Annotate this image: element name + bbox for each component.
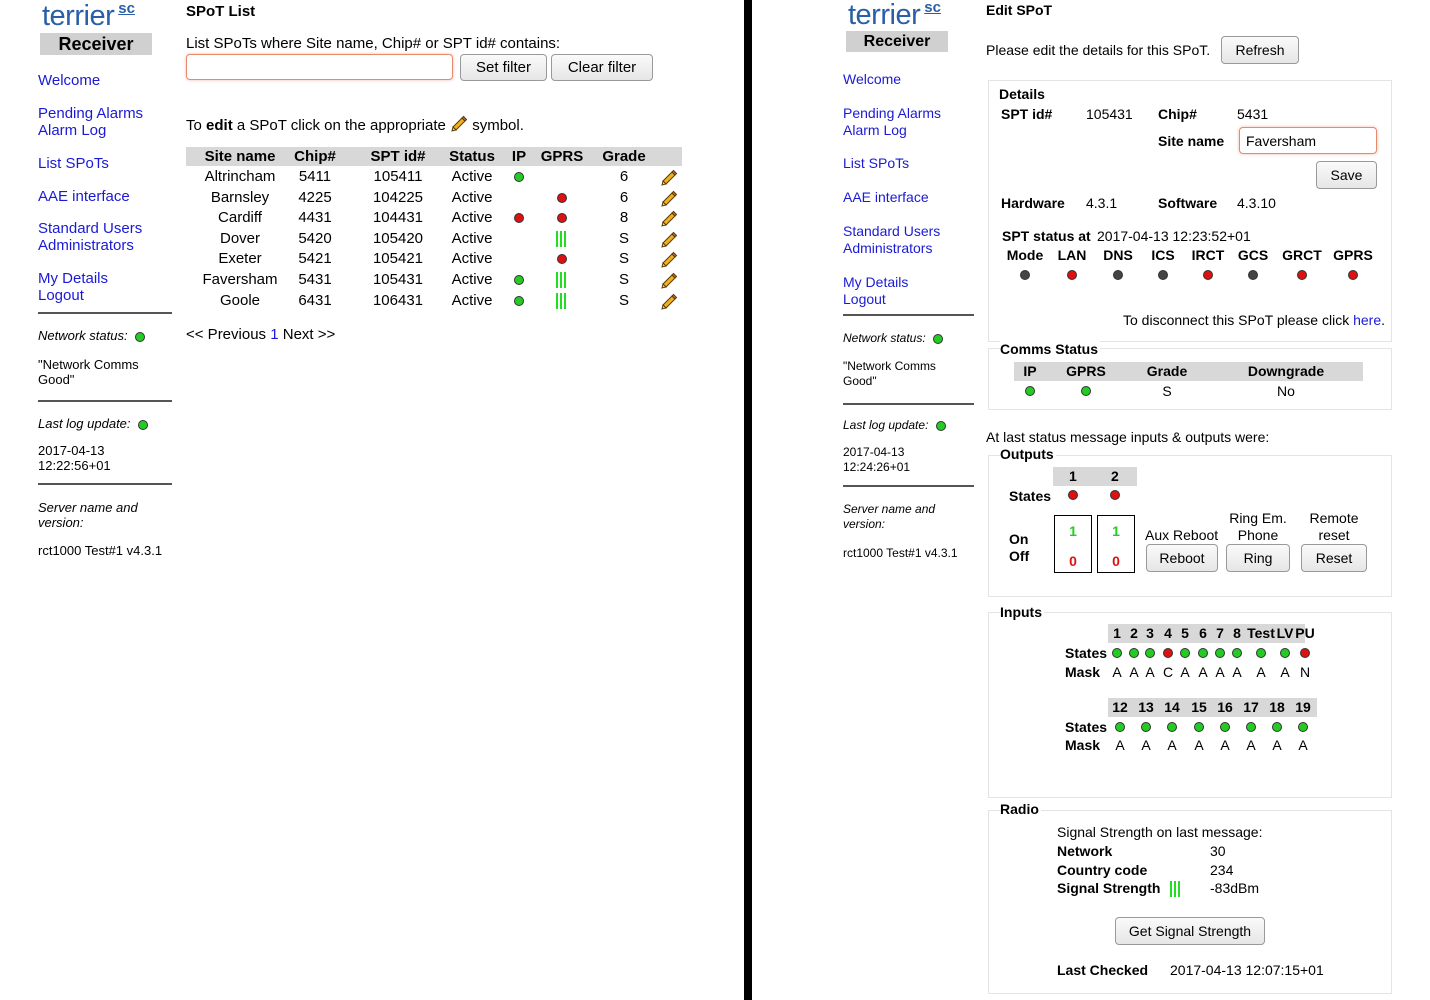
comms-col-gprs: GPRS: [1066, 363, 1106, 379]
nav-logout[interactable]: Logout: [38, 287, 84, 304]
comms-downgrade-value: No: [1277, 383, 1295, 399]
chip-label: Chip#: [1158, 106, 1197, 122]
gprs-signal-bars-icon: [556, 293, 568, 309]
cell-spt: 105431: [372, 271, 424, 288]
status-dot-grct: [1297, 270, 1307, 280]
cell-status: Active: [451, 229, 493, 247]
status-col-irct: IRCT: [1191, 247, 1225, 263]
input-state-dot: [1167, 722, 1177, 732]
input-state-dot: [1215, 648, 1225, 658]
edit-pencil-icon[interactable]: [660, 230, 678, 248]
comms-col-downgrade: Downgrade: [1247, 363, 1325, 379]
input-mask: N: [1299, 664, 1311, 680]
edit-pencil-icon[interactable]: [660, 168, 678, 186]
inputs-states-label-2: States: [1065, 719, 1108, 735]
hardware-value: 4.3.1: [1086, 195, 1118, 211]
input-mask: A: [1215, 664, 1225, 680]
nav-aae-interface[interactable]: AAE interface: [38, 188, 130, 205]
cell-spt: 104225: [372, 188, 424, 206]
column-header: Status: [449, 148, 495, 165]
server-value: rct1000 Test#1 v4.3.1: [843, 546, 958, 560]
page-title: Edit SPoT: [986, 2, 1053, 18]
network-comms-text: "Network Comms Good": [843, 359, 936, 388]
status-col-ics: ICS: [1151, 247, 1175, 263]
disconnect-link[interactable]: here: [1353, 312, 1382, 328]
spt-id-value: 105431: [1086, 106, 1133, 122]
input-mask: A: [1246, 737, 1256, 753]
cell-chip: 5411: [298, 168, 332, 185]
radio-title: Radio: [1000, 801, 1039, 817]
cell-grade: S: [618, 291, 629, 309]
sidebar-divider: [843, 403, 974, 405]
sidebar-divider: [38, 312, 172, 314]
nav-welcome[interactable]: Welcome: [38, 72, 101, 89]
signal-strength-label: Signal Strength: [1057, 880, 1161, 896]
network-status-dot: [933, 334, 943, 344]
pencil-icon: [450, 114, 468, 132]
cell-spt: 106431: [372, 291, 424, 309]
sidebar-divider: [38, 483, 172, 485]
status-dot-irct: [1203, 270, 1213, 280]
inputs-mask-label-2: Mask: [1065, 737, 1101, 753]
outputs-col-1: 1: [1069, 468, 1077, 484]
edit-hint-pre: To: [186, 117, 202, 134]
nav-administrators[interactable]: Administrators: [38, 237, 134, 254]
cell-spt: 104431: [372, 209, 424, 227]
cell-grade: 6: [619, 168, 629, 185]
off-label: Off: [1009, 548, 1030, 564]
input-col: 7: [1216, 625, 1224, 641]
status-col-dns: DNS: [1103, 247, 1133, 263]
output-2-state-dot: [1110, 490, 1120, 500]
column-header: Site name: [204, 148, 276, 165]
nav-logout[interactable]: Logout: [843, 291, 886, 307]
input-col: 2: [1130, 625, 1138, 641]
cell-site: Dover: [219, 229, 260, 247]
screen-divider: [744, 0, 752, 1000]
country-code-value: 234: [1210, 862, 1234, 878]
input-state-dot: [1112, 648, 1122, 658]
remote-reset-label: Remote reset: [1309, 510, 1359, 543]
input-mask: A: [1272, 737, 1282, 753]
input-col: 15: [1191, 699, 1207, 715]
output-1-state-dot: [1068, 490, 1078, 500]
input-mask: A: [1280, 664, 1290, 680]
comms-col-grade: Grade: [1146, 363, 1188, 379]
input-mask: A: [1232, 664, 1242, 680]
comms-grade-value: S: [1162, 383, 1172, 399]
input-state-dot: [1180, 648, 1190, 658]
logo-wordmark: terrier: [42, 0, 115, 32]
input-col: 6: [1199, 625, 1207, 641]
cell-chip: 5420: [298, 229, 332, 247]
gprs-signal-bars-icon: [556, 231, 568, 247]
nav-my-details[interactable]: My Details: [38, 270, 109, 287]
hardware-label: Hardware: [1001, 195, 1065, 211]
column-header: SPT id#: [370, 148, 426, 165]
input-col: 12: [1112, 699, 1128, 715]
input-mask: A: [1298, 737, 1308, 753]
get-signal-strength-button[interactable]: Get Signal Strength: [1115, 917, 1265, 945]
cell-spt: 105420: [372, 229, 424, 247]
status-col-mode: Mode: [1006, 247, 1044, 263]
ring-em-phone-label: Ring Em. Phone: [1229, 510, 1287, 543]
last-log-date: 2017-04-13: [38, 443, 105, 458]
last-log-dot: [138, 420, 148, 430]
edit-pencil-icon[interactable]: [660, 292, 678, 310]
nav-alarm-log[interactable]: Alarm Log: [38, 122, 107, 139]
cell-site: Goole: [219, 291, 261, 309]
output-1-toggle[interactable]: [1054, 515, 1092, 573]
inputs-mask-label-1: Mask: [1065, 664, 1101, 680]
input-col: 8: [1233, 625, 1241, 641]
input-col: LV: [1276, 625, 1294, 641]
status-dot-gcs: [1248, 270, 1258, 280]
nav-standard-users[interactable]: Standard Users: [38, 220, 143, 237]
input-col: 5: [1181, 625, 1189, 641]
column-header: GPRS: [540, 148, 584, 165]
output-1-on: 1: [1069, 523, 1077, 539]
input-col: 16: [1217, 699, 1233, 715]
comms-col-ip: IP: [1023, 363, 1037, 379]
edit-pencil-icon[interactable]: [660, 189, 678, 207]
cell-status: Active: [451, 188, 493, 206]
input-mask: A: [1198, 664, 1208, 680]
input-col: 4: [1164, 625, 1172, 641]
pager-prev[interactable]: << Previous: [186, 326, 267, 343]
disconnect-text: To disconnect this SPoT please click here.: [1123, 312, 1385, 328]
cell-status: Active: [451, 209, 493, 227]
edit-pencil-icon[interactable]: [660, 209, 678, 227]
nav-administrators[interactable]: Administrators: [843, 240, 933, 256]
refresh-button[interactable]: Refresh: [1221, 36, 1299, 64]
input-state-dot: [1232, 648, 1242, 658]
cell-status: Active: [451, 291, 493, 309]
cell-spt: 105421: [372, 250, 424, 268]
ip-status-dot: [514, 275, 524, 285]
save-button[interactable]: Save: [1316, 161, 1377, 189]
logo: [42, 0, 135, 33]
input-state-dot: [1198, 648, 1208, 658]
output-2-on: 1: [1112, 523, 1120, 539]
column-header: Grade: [602, 148, 646, 165]
comms-gprs-dot: [1081, 386, 1091, 396]
nav-pending-alarms[interactable]: Pending Alarms: [38, 105, 144, 122]
input-col: 17: [1243, 699, 1259, 715]
software-value: 4.3.10: [1237, 195, 1276, 211]
details-title: Details: [999, 86, 1045, 102]
outputs-header: [1053, 467, 1137, 486]
nav-welcome[interactable]: Welcome: [843, 71, 902, 87]
network-status-label: Network status:: [843, 331, 926, 345]
status-dot-mode: [1020, 270, 1030, 280]
input-mask: A: [1141, 737, 1151, 753]
gprs-signal-bars-icon: [556, 272, 568, 288]
nav-standard-users[interactable]: Standard Users: [843, 223, 941, 239]
cell-status: Active: [451, 271, 493, 288]
cell-grade: 8: [619, 209, 629, 227]
edit-hint-post: symbol.: [472, 117, 524, 134]
input-mask: A: [1220, 737, 1230, 753]
input-state-dot: [1129, 648, 1139, 658]
input-mask: A: [1180, 664, 1190, 680]
nav-my-details[interactable]: My Details: [843, 274, 909, 290]
signal-bars-icon: [1170, 881, 1182, 897]
edit-pencil-icon[interactable]: [660, 250, 678, 268]
pager: [186, 326, 335, 343]
input-state-dot: [1280, 648, 1290, 658]
signal-strength-value: -83dBm: [1210, 880, 1260, 896]
pager-next[interactable]: Next >>: [282, 326, 336, 343]
input-col: 14: [1164, 699, 1180, 715]
input-state-dot: [1141, 722, 1151, 732]
signal-intro: Signal Strength on last message:: [1057, 824, 1263, 840]
pager-page-1[interactable]: 1: [270, 326, 279, 343]
input-col: 19: [1295, 699, 1311, 715]
cell-site: Cardiff: [218, 209, 262, 227]
server-value: rct1000 Test#1 v4.3.1: [38, 543, 163, 558]
receiver-bar: Receiver: [846, 31, 948, 52]
last-checked-label: Last Checked: [1057, 962, 1149, 978]
status-col-grct: GRCT: [1282, 247, 1322, 263]
status-at-label: SPT status at: [1002, 228, 1091, 244]
column-header: IP: [511, 148, 527, 165]
input-state-dot: [1163, 648, 1173, 658]
logo: [848, 0, 941, 32]
cell-chip: 5431: [298, 271, 332, 288]
comms-title: Comms Status: [1000, 341, 1099, 357]
spt-id-label: SPT id#: [1001, 106, 1053, 122]
comms-ip-dot: [1025, 386, 1035, 396]
last-log-label: Last log update:: [843, 418, 929, 432]
input-state-dot: [1194, 722, 1204, 732]
last-log-label: Last log update:: [38, 416, 131, 431]
outputs-title: Outputs: [1000, 446, 1054, 462]
gprs-status-dot: [557, 193, 567, 203]
logo-badge: sc: [118, 0, 135, 17]
ip-status-dot: [514, 296, 524, 306]
input-mask: A: [1194, 737, 1204, 753]
input-mask: A: [1145, 664, 1155, 680]
input-state-dot: [1298, 722, 1308, 732]
network-status: [843, 331, 943, 345]
reboot-button[interactable]: Reboot: [1146, 544, 1218, 572]
cell-grade: S: [618, 271, 629, 288]
input-mask: A: [1167, 737, 1177, 753]
cell-site: Barnsley: [210, 188, 270, 206]
network-label: Network: [1057, 843, 1113, 859]
cell-grade: S: [618, 250, 629, 268]
software-label: Software: [1158, 195, 1218, 211]
cell-status: Active: [451, 250, 493, 268]
input-state-dot: [1256, 648, 1266, 658]
sidebar-divider: [843, 485, 974, 487]
logo-badge: sc: [924, 0, 941, 16]
edit-spot-screen: [752, 0, 1430, 1000]
input-mask: A: [1129, 664, 1139, 680]
network-status-label: Network status:: [38, 328, 128, 343]
edit-hint: [186, 114, 524, 134]
network-comms-text: "Network Comms Good": [38, 357, 139, 387]
io-intro: At last status message inputs & outputs were:: [986, 429, 1270, 445]
cell-grade: S: [618, 229, 629, 247]
column-header: Chip#: [294, 148, 336, 165]
on-label: On: [1009, 531, 1029, 547]
input-col: 1: [1113, 625, 1121, 641]
status-col-gcs: GCS: [1237, 247, 1269, 263]
cell-site: Faversham: [202, 271, 278, 288]
status-dot-gprs: [1348, 270, 1358, 280]
input-state-dot: [1272, 722, 1282, 732]
last-log-update: [38, 416, 148, 431]
site-name-label: Site name: [1158, 133, 1225, 149]
filter-input[interactable]: [186, 54, 453, 80]
network-value: 30: [1210, 843, 1226, 859]
last-log-dot: [936, 421, 946, 431]
cell-grade: 6: [619, 188, 629, 206]
last-log-time: 12:22:56+01: [38, 458, 111, 473]
cell-status: Active: [451, 168, 493, 185]
network-status: [38, 328, 145, 343]
clear-filter-button[interactable]: Clear filter: [551, 54, 653, 81]
network-status-dot: [135, 332, 145, 342]
filter-label: List SPoTs where Site name, Chip# or SPT id# contains:: [186, 35, 561, 52]
sidebar-divider: [843, 314, 974, 316]
input-state-dot: [1220, 722, 1230, 732]
reset-button[interactable]: Reset: [1301, 544, 1367, 572]
last-log-update: [843, 418, 946, 432]
chip-value: 5431: [1237, 106, 1269, 122]
edit-intro: Please edit the details for this SPoT.: [986, 42, 1211, 58]
edit-hint-bold: edit: [206, 117, 233, 134]
input-state-dot: [1246, 722, 1256, 732]
input-state-dot: [1300, 648, 1310, 658]
nav-pending-alarms[interactable]: Pending Alarms: [843, 105, 942, 121]
server-label: Server name and version:: [843, 502, 936, 531]
sidebar-divider: [38, 400, 172, 402]
cell-chip: 6431: [298, 291, 332, 309]
input-mask: A: [1112, 664, 1122, 680]
output-2-toggle[interactable]: [1097, 515, 1135, 573]
input-state-dot: [1115, 722, 1125, 732]
ip-status-dot: [514, 172, 524, 182]
status-dot-ics: [1158, 270, 1168, 280]
nav-list-spots[interactable]: List SPoTs: [843, 155, 910, 171]
site-name-input[interactable]: [1239, 127, 1377, 154]
output-1-off: 0: [1069, 553, 1077, 569]
cell-chip: 4431: [298, 209, 332, 227]
edit-hint-mid: a SPoT click on the appropriate: [236, 117, 446, 134]
status-dot-lan: [1067, 270, 1077, 280]
input-col: 18: [1269, 699, 1285, 715]
edit-pencil-icon[interactable]: [660, 271, 678, 289]
nav-aae-interface[interactable]: AAE interface: [843, 189, 929, 205]
status-at-value: 2017-04-13 12:23:52+01: [1097, 228, 1251, 244]
outputs-col-2: 2: [1111, 468, 1119, 484]
output-2-off: 0: [1112, 553, 1120, 569]
input-col: Test: [1247, 625, 1275, 641]
aux-reboot-label: Aux Reboot: [1145, 527, 1219, 543]
input-mask: A: [1256, 664, 1266, 680]
input-col: PU: [1295, 625, 1315, 641]
receiver-bar: Receiver: [40, 33, 152, 55]
logo-wordmark: terrier: [848, 0, 921, 31]
inputs-states-label-1: States: [1065, 645, 1108, 661]
last-log-time: 12:24:26+01: [843, 460, 911, 474]
cell-site: Exeter: [218, 250, 262, 268]
input-col: 13: [1138, 699, 1154, 715]
ring-button[interactable]: Ring: [1226, 544, 1290, 572]
cell-spt: 105411: [373, 168, 423, 185]
status-col-lan: LAN: [1057, 247, 1087, 263]
cell-chip: 4225: [298, 188, 332, 206]
disconnect-pre: To disconnect this SPoT please click: [1123, 312, 1350, 328]
status-dot-dns: [1113, 270, 1123, 280]
nav-alarm-log[interactable]: Alarm Log: [843, 122, 907, 138]
cell-chip: 5421: [298, 250, 332, 268]
input-col: 3: [1146, 625, 1154, 641]
input-state-dot: [1145, 648, 1155, 658]
server-label: Server name and version:: [38, 500, 138, 530]
outputs-states-label: States: [1009, 488, 1052, 504]
set-filter-button[interactable]: Set filter: [460, 54, 547, 81]
nav-list-spots[interactable]: List SPoTs: [38, 155, 109, 172]
input-mask: A: [1115, 737, 1125, 753]
last-checked-value: 2017-04-13 12:07:15+01: [1170, 962, 1324, 978]
page-title: SPoT List: [186, 3, 256, 20]
inputs-title: Inputs: [1000, 604, 1042, 620]
country-code-label: Country code: [1057, 862, 1148, 878]
last-log-date: 2017-04-13: [843, 445, 905, 459]
cell-site: Altrincham: [204, 168, 276, 185]
status-col-gprs: GPRS: [1333, 247, 1373, 263]
input-mask: C: [1162, 664, 1174, 680]
